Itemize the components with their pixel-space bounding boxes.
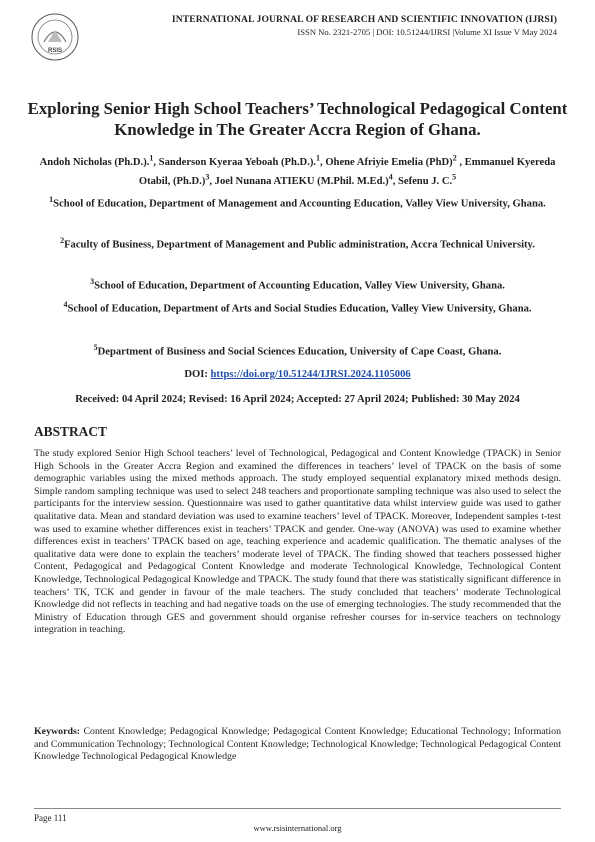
author-list <box>34 150 561 189</box>
journal-header <box>172 14 557 37</box>
author-name: Emmanuel Kyereda Otabil, (Ph.D.) <box>138 156 556 188</box>
author-separator: , <box>456 156 465 168</box>
author-sup: 2 <box>452 153 457 162</box>
affiliation-4 <box>38 298 557 317</box>
journal-name: INTERNATIONAL JOURNAL OF RESEARCH AND SCIENTIFIC INNOVATION (IJRSI) <box>171 14 557 25</box>
author-name: Sanderson Kyeraa Yeboah (Ph.D.). <box>158 156 317 168</box>
abstract-text: The study explored Senior High School teachers’ level of Technological, Pedagogical and Content Knowledge (TPACK) in Senior High Schools in the Greater Accra Region and examined the differences in teachers’ level of TPACK on the basis of some demographic variables using the mixed methods approach. The study employed sequential explanatory mixed methods design. Simple random sampling technique was used to select 248 teachers and proportionate sampling technique was also used to select the participants for the interview session. Questionnaire was used to gather quantitative data whilst interview guide was used to gather qualitative data. Mean and standard deviation was used to examine teachers’ level of TPACK. Moreover, Independent samples t-test was used to examine whether differences exist in teachers’ TPACK and gender. One-way (ANOVA) was used to examine whether differences exist in teachers’ TPACK based on age, teaching experience and academic qualification. The thematic analyses of the qualitative data were done to explain the teachers’ moderate level of TPACK. The finding showed that teachers possessed higher Content, Pedagogical and Pedagogical Content Knowledge and moderate Technological Knowledge, Technological Content Knowledge, Technological Pedagogical Knowledge and TPACK. The study found that there was statistically significant difference in teachers’ TK, TCK and gender in favour of the male teachers. The study concluded that teachers’ moderate Technological Knowledge did not reflects in teaching and had negative toads on the use of emerging technologies. The study recommended that the Ministry of Education through GES and government should organise refresher courses for in-service teachers on technology integration in teaching. <box>34 448 561 636</box>
author <box>214 172 398 188</box>
author-sup: 1 <box>316 153 321 162</box>
affiliation-sup: 3 <box>90 277 95 286</box>
author-name: Ohene Afriyie Emelia (PhD) <box>325 156 453 168</box>
logo-text: RSIS <box>47 48 63 54</box>
issn-line: ISSN No. 2321-2705 | DOI: 10.51244/IJRSI |Volume XI Issue V May 2024 <box>297 27 557 37</box>
author-sup: 5 <box>452 172 457 182</box>
author-sup: 1 <box>149 153 154 162</box>
author-name: Joel Nunana ATIEKU (M.Phil. M.Ed.) <box>214 176 389 188</box>
footer-website: www.rsisinternational.org <box>253 823 342 833</box>
affiliation-text: School of Education, Department of Arts and Social Studies Education, Valley View University, Ghana. <box>67 303 532 315</box>
author-name: Andoh Nicholas (Ph.D.). <box>39 156 150 168</box>
affiliation-sup: 4 <box>63 300 68 309</box>
author-sup: 3 <box>205 172 210 182</box>
journal-logo <box>30 12 80 62</box>
author-separator: , <box>320 156 326 168</box>
affiliation-2 <box>38 234 557 253</box>
author-name: Sefenu J. C. <box>397 176 453 188</box>
doi-link[interactable]: https://doi.org/10.51244/IJRSI.2024.1105006 <box>210 369 411 380</box>
affiliation-text: Department of Business and Social Sciences Education, University of Cape Coast, Ghana. <box>97 346 502 358</box>
author <box>39 153 159 168</box>
author-separator: , <box>209 176 215 188</box>
footer-divider <box>34 808 561 809</box>
author-separator: , <box>153 156 159 168</box>
affiliation-text: School of Education, Department of Accounting Education, Valley View University, Ghana. <box>94 280 505 292</box>
affiliation-3 <box>38 275 557 294</box>
author <box>397 172 457 188</box>
author-separator: , <box>392 176 398 188</box>
affiliation-text: Faculty of Business, Department of Management and Public administration, Accra Technical University. <box>64 239 535 251</box>
affiliation-1 <box>38 193 557 212</box>
affiliation-sup: 2 <box>60 236 65 245</box>
doi-line <box>0 369 595 380</box>
publication-dates: Received: 04 April 2024; Revised: 16 April 2024; Accepted: 27 April 2024; Published: 30 May 2024 <box>75 394 520 405</box>
keywords-text: Content Knowledge; Pedagogical Knowledge; Pedagogical Content Knowledge; Educational Technology; Information and Communication Technology; Technological Content Knowledge; Technological Knowledge; Technological Pedagogical Content Knowledge Technological Pedagogical Knowledge <box>34 726 562 763</box>
doi-label: DOI: <box>184 369 208 380</box>
author-sup: 4 <box>388 172 393 182</box>
author <box>158 153 326 168</box>
page-number: Page 111 <box>34 813 67 823</box>
keywords <box>34 726 561 764</box>
affiliation-sup: 1 <box>49 195 54 204</box>
article-title: Exploring Senior High School Teachers’ Technological Pedagogical Content Knowledge in The Greater Accra Region of Ghana. <box>27 99 568 139</box>
affiliation-5 <box>38 341 557 360</box>
keywords-label: Keywords: <box>34 726 81 737</box>
affiliation-text: School of Education, Department of Management and Accounting Education, Valley View University, Ghana. <box>53 198 546 210</box>
affiliation-sup: 5 <box>93 343 98 352</box>
abstract-heading: ABSTRACT <box>34 424 107 439</box>
author <box>325 153 465 168</box>
